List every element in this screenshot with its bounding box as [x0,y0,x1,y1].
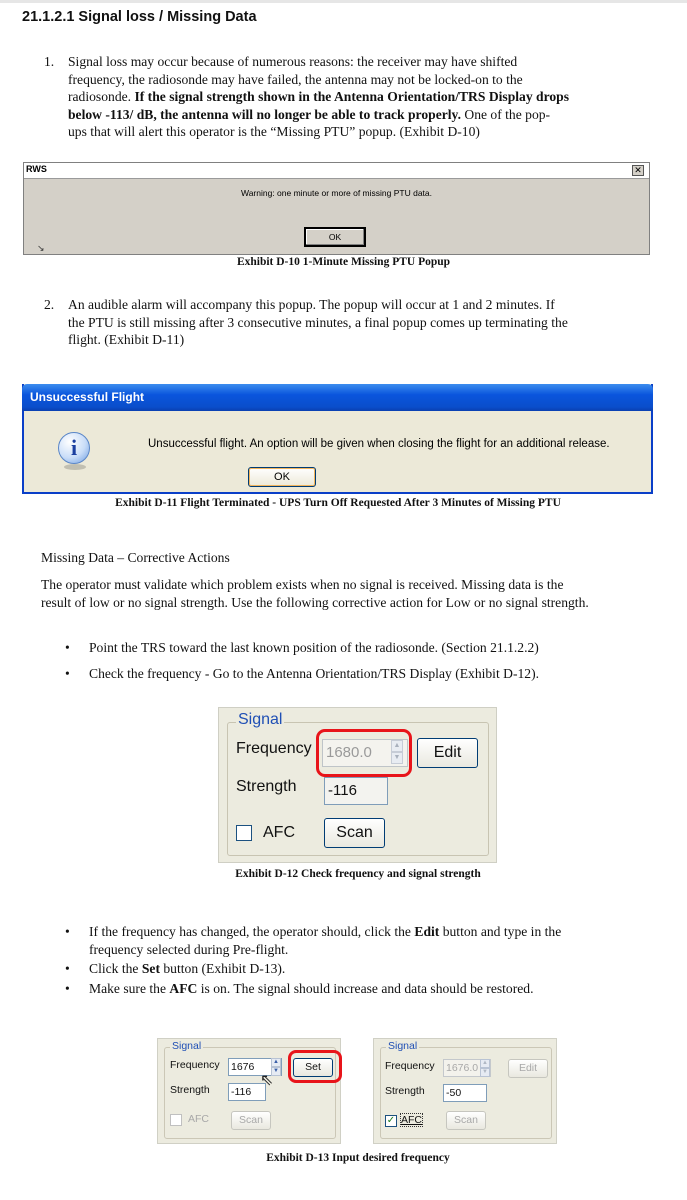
bullet-dot: • [65,666,70,681]
bullet-text: Point the TRS toward the last known position of the radiosonde. (Section 21.1.2.2) [89,640,539,655]
popup-message: Warning: one minute or more of missing PTU data. [240,188,432,198]
item-1-line3-bold: If the signal strength shown in the Antenna Orientation/TRS Display drops [134,89,570,104]
info-icon: i [58,432,90,464]
ok-button[interactable]: OK [304,227,366,247]
item-1-line [68,106,668,124]
missing-ptu-popup [23,162,650,255]
popup-title: RWS [26,164,47,174]
spin-up-icon[interactable]: ▲ [271,1058,281,1067]
bullet-dot: • [65,640,70,655]
bullet-item [65,665,540,683]
spin-down-icon[interactable]: ▼ [271,1067,281,1076]
edit-button[interactable]: Edit [508,1059,548,1078]
bullet-bold: AFC [169,981,198,996]
bullet-text: If the frequency has changed, the operator should, click the [89,924,415,939]
unsuccessful-flight-dialog [22,384,653,494]
signal-legend: Signal [388,1040,418,1052]
bullet-bold: Set [141,961,160,976]
exhibit-d12-caption: Exhibit D-12 Check frequency and signal strength [235,868,481,880]
item-2-line: An audible alarm will accompany this popup. The popup will occur at 1 and 2 minutes. If [68,297,555,312]
bullet-text: is on. The signal should increase and data should be restored. [197,981,534,996]
scan-button[interactable]: Scan [324,818,385,848]
spin-down-icon[interactable]: ▼ [391,752,403,764]
signal-legend: Signal [238,711,283,728]
section-heading: 21.1.2.1 Signal loss / Missing Data [22,9,257,25]
strength-field: -116 [324,777,388,805]
item-1-line [68,88,668,106]
bullet-item [65,960,286,978]
bullet-dot: • [65,981,70,996]
exhibit-d10-caption: Exhibit D-10 1-Minute Missing PTU Popup [236,256,451,268]
afc-checkbox[interactable] [236,825,252,841]
exhibit-d11-caption: Exhibit D-11 Flight Terminated - UPS Turn Off Requested After 3 Minutes of Missing PTU [115,497,561,509]
dialog-title: Unsuccessful Flight [30,390,145,404]
afc-label: AFC [263,824,295,841]
bullet-text: button and type in the [439,924,562,939]
item-1-line4-bold: below -113/ dB, the antenna will no longer be able to track properly. [68,106,461,122]
edit-button[interactable]: Edit [417,738,478,768]
bullet-text: Check the frequency - Go to the Antenna Orientation/TRS Display (Exhibit D-12). [89,666,540,681]
bullet-bold: Edit [414,924,440,939]
item-2-line: flight. (Exhibit D-11) [68,332,185,347]
mouse-cursor-icon: ⇖ [260,1072,274,1089]
item-1-text [68,53,668,141]
bullet-item [65,980,534,998]
top-border [0,0,687,3]
afc-label: AFC [188,1113,209,1125]
frequency-field[interactable]: 1680.0 [322,739,408,767]
frequency-label: Frequency [236,740,312,757]
bullet-item [65,923,659,958]
item-1-line: ups that will alert this operator is the “Missing PTU” popup. (Exhibit D-10) [68,124,480,139]
spin-up-icon[interactable]: ▲ [480,1059,490,1068]
signal-legend: Signal [172,1040,202,1052]
resize-grip-icon: ↘ [37,243,45,253]
strength-label: Strength [236,778,297,795]
ok-button[interactable]: OK [248,467,316,487]
icon-shadow [64,464,86,470]
strength-label: Strength [170,1084,210,1096]
afc-checkbox[interactable] [170,1114,182,1126]
strength-label: Strength [385,1085,425,1097]
set-button[interactable]: Set [293,1058,333,1077]
afc-label: AFC [401,1114,422,1126]
frequency-field[interactable]: 1676.0 [443,1059,491,1077]
frequency-spinner[interactable] [480,1059,490,1077]
signal-panel-result [373,1038,557,1144]
item-2-text [68,296,668,349]
bullet-text: button (Exhibit D-13). [159,961,286,976]
corrective-line: result of low or no signal strength. Use the following corrective action for Low or no signal strength. [41,594,589,610]
strength-field: -116 [228,1083,266,1101]
corrective-text [41,576,681,611]
corrective-title: Missing Data – Corrective Actions [41,550,230,565]
bullet-dot: • [65,961,70,976]
scan-button[interactable]: Scan [231,1111,271,1130]
bullet-text: Click the [89,961,142,976]
exhibit-d13-caption: Exhibit D-13 Input desired frequency [266,1152,450,1164]
close-button[interactable]: ✕ [632,165,644,176]
spin-up-icon[interactable]: ▲ [391,740,403,752]
item-1-line3-start: radiosonde. [68,89,135,104]
dialog-message: Unsuccessful flight. An option will be given when closing the flight for an additional release. [148,438,610,450]
corrective-line: The operator must validate which problem exists when no signal is received. Missing data is the [41,577,564,592]
item-1-line4-end: One of the pop- [460,106,551,122]
set-highlight [288,1050,342,1083]
frequency-field[interactable]: 1676 [228,1058,282,1076]
item-2-line: the PTU is still missing after 3 consecutive minutes, a final popup comes up terminating the [68,314,568,330]
frequency-highlight [316,729,412,777]
bullet-text: Make sure the [89,981,170,996]
afc-checkbox[interactable]: ✓ [386,1115,396,1126]
bullet-item [65,639,539,657]
item-1-line: frequency, the radiosonde may have failed, the antenna may not be locked-on to the [68,71,523,87]
item-1-number: 1. [44,54,55,69]
dialog-titlebar [22,384,653,411]
frequency-label: Frequency [385,1060,435,1072]
frequency-label: Frequency [170,1059,220,1071]
scan-button[interactable]: Scan [446,1111,486,1130]
spin-down-icon[interactable]: ▼ [480,1068,490,1077]
bullet-line [89,923,659,941]
item-2-number: 2. [44,297,55,312]
strength-field: -50 [443,1084,487,1102]
popup-titlebar [24,163,649,179]
bullet-dot: • [65,924,70,939]
item-1-line: Signal loss may occur because of numerous reasons: the receiver may have shifted [68,54,518,69]
bullet-line: frequency selected during Pre-flight. [89,941,289,957]
